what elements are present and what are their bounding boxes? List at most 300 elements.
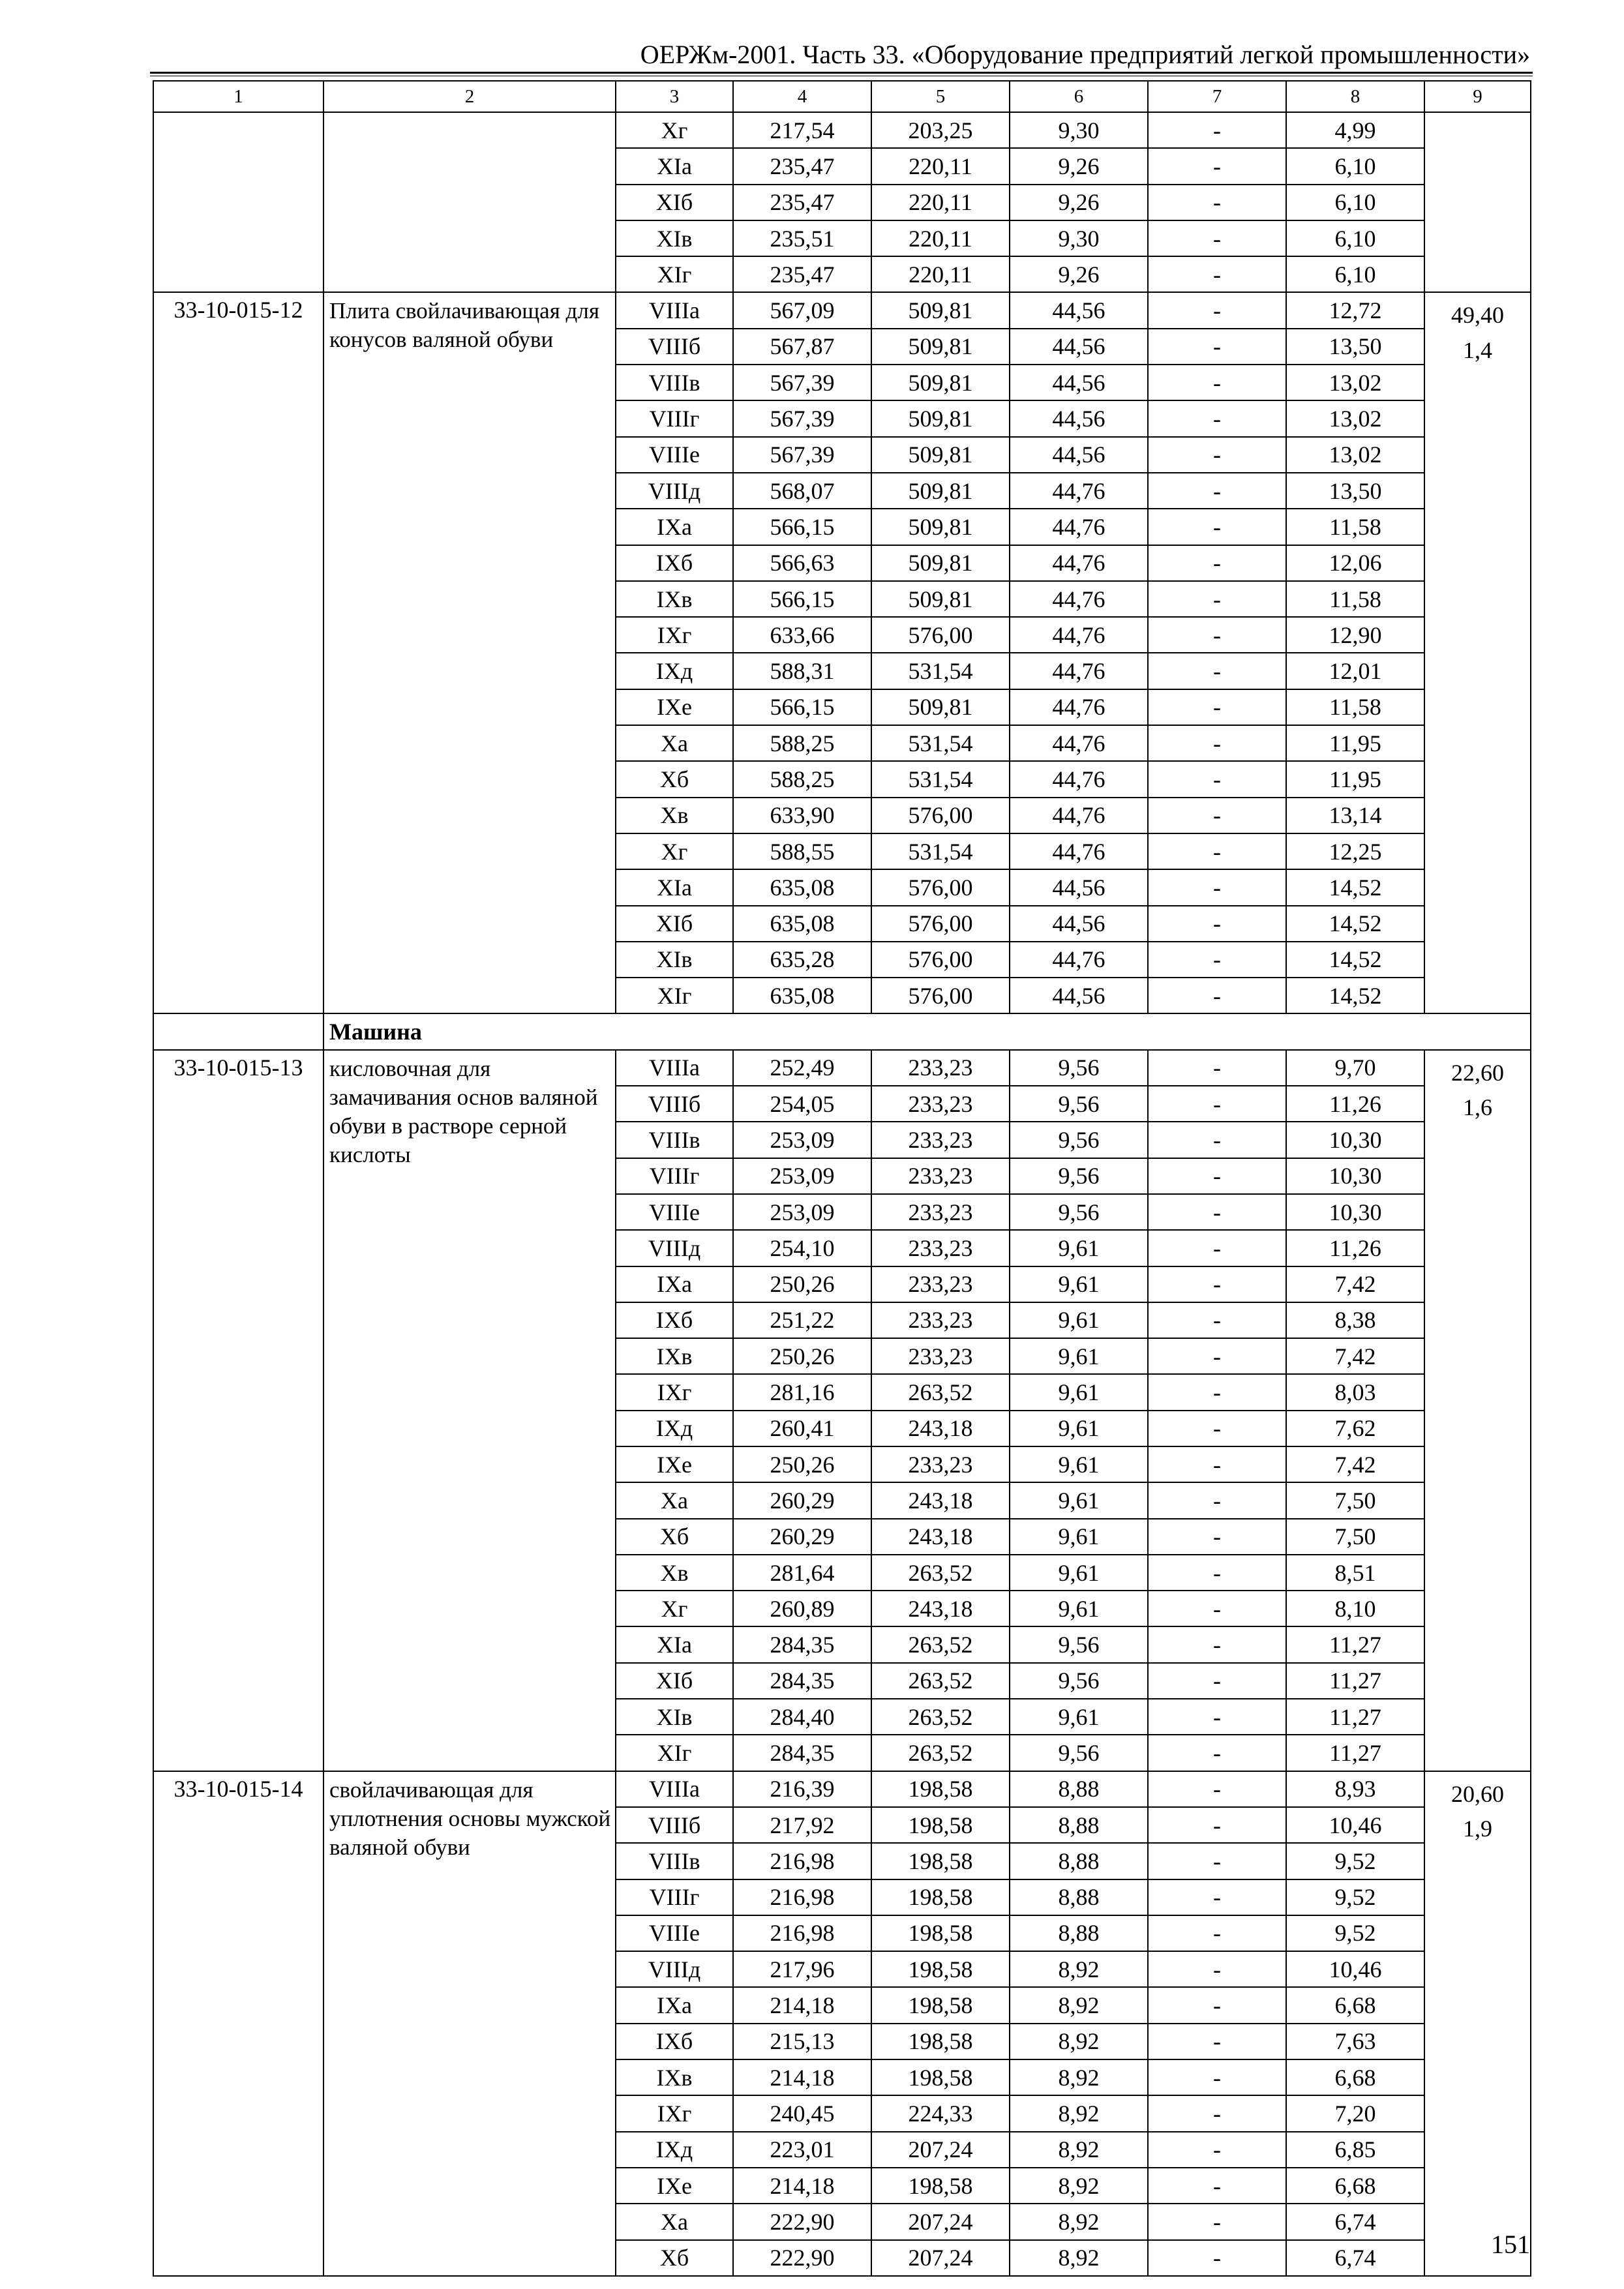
item-1-c3: IXб xyxy=(616,1302,733,1338)
item-1-c5: 233,23 xyxy=(871,1158,1010,1194)
column-number: 1 xyxy=(153,81,323,112)
item-2-c7: - xyxy=(1148,2095,1286,2131)
item-1-c4: 260,29 xyxy=(733,1519,871,1555)
item-1-c5: 243,18 xyxy=(871,1591,1010,1626)
cont-c5: 220,11 xyxy=(871,256,1010,292)
cont-c8: 6,10 xyxy=(1286,220,1424,256)
item-2-c8: 6,74 xyxy=(1286,2240,1424,2276)
item-2-c7: - xyxy=(1148,2204,1286,2239)
item-0-c5: 576,00 xyxy=(871,942,1010,978)
cont-c4: 217,54 xyxy=(733,112,871,148)
column-number: 9 xyxy=(1424,81,1531,112)
item-1-c8: 8,38 xyxy=(1286,1302,1424,1338)
item-2-c8: 7,20 xyxy=(1286,2095,1424,2131)
item-2-c8: 9,52 xyxy=(1286,1879,1424,1915)
item-0-c7: - xyxy=(1148,906,1286,942)
item-0-c8: 14,52 xyxy=(1286,942,1424,978)
item-2-c5: 198,58 xyxy=(871,1879,1010,1915)
item-1-c5: 263,52 xyxy=(871,1663,1010,1699)
cont-c6: 9,26 xyxy=(1010,256,1148,292)
item-1-c8: 10,30 xyxy=(1286,1194,1424,1230)
item-0-c4: 567,39 xyxy=(733,365,871,400)
item-1-c3: VIIIе xyxy=(616,1194,733,1230)
item-2-c4: 217,96 xyxy=(733,1951,871,1987)
item-0-c8: 13,50 xyxy=(1286,473,1424,509)
item-2-c7: - xyxy=(1148,1771,1286,1807)
item-2-c4: 217,92 xyxy=(733,1807,871,1843)
item-0-c3: IXе xyxy=(616,689,733,725)
item-2-c8: 6,68 xyxy=(1286,2168,1424,2204)
column-number: 5 xyxy=(871,81,1010,112)
item-col9 xyxy=(1424,292,1531,1013)
item-0-c3: VIIIе xyxy=(616,437,733,473)
item-2-c7: - xyxy=(1148,1843,1286,1879)
item-0-c5: 576,00 xyxy=(871,869,1010,905)
cont-c3: XIа xyxy=(616,148,733,184)
item-1-c8: 7,42 xyxy=(1286,1446,1424,1482)
item-1-c5: 263,52 xyxy=(871,1555,1010,1591)
item-1-c7: - xyxy=(1148,1411,1286,1446)
col9-value: 20,60 xyxy=(1451,1780,1504,1807)
item-1-c5: 243,18 xyxy=(871,1519,1010,1555)
cont-c5: 203,25 xyxy=(871,112,1010,148)
item-0-c3: VIIIб xyxy=(616,329,733,365)
item-2-c5: 198,58 xyxy=(871,1807,1010,1843)
item-0-c7: - xyxy=(1148,869,1286,905)
column-number: 4 xyxy=(733,81,871,112)
item-1-c8: 7,42 xyxy=(1286,1338,1424,1374)
item-0-c8: 12,06 xyxy=(1286,545,1424,581)
item-1-c6: 9,61 xyxy=(1010,1230,1148,1266)
item-2-c4: 222,90 xyxy=(733,2240,871,2276)
table-row xyxy=(153,1050,1531,1086)
item-1-c4: 253,09 xyxy=(733,1122,871,1158)
item-0-c3: VIIIд xyxy=(616,473,733,509)
item-1-c6: 9,56 xyxy=(1010,1735,1148,1771)
item-0-c7: - xyxy=(1148,545,1286,581)
column-number-row xyxy=(153,81,1531,112)
item-2-c7: - xyxy=(1148,2240,1286,2276)
item-0-c6: 44,76 xyxy=(1010,473,1148,509)
item-2-c4: 214,18 xyxy=(733,2168,871,2204)
item-1-c6: 9,61 xyxy=(1010,1519,1148,1555)
item-1-c8: 10,30 xyxy=(1286,1122,1424,1158)
item-2-c6: 8,88 xyxy=(1010,1843,1148,1879)
item-0-c3: IXв xyxy=(616,581,733,617)
item-2-c4: 216,98 xyxy=(733,1879,871,1915)
item-0-c6: 44,56 xyxy=(1010,869,1148,905)
item-2-c6: 8,88 xyxy=(1010,1915,1148,1951)
item-2-c4: 216,98 xyxy=(733,1915,871,1951)
item-2-c8: 6,85 xyxy=(1286,2132,1424,2168)
item-0-c4: 635,08 xyxy=(733,978,871,1013)
item-2-c7: - xyxy=(1148,1951,1286,1987)
section-blank xyxy=(153,1013,323,1049)
item-2-c8: 6,74 xyxy=(1286,2204,1424,2239)
item-2-c4: 240,45 xyxy=(733,2095,871,2131)
item-0-c8: 11,58 xyxy=(1286,689,1424,725)
item-2-c6: 8,92 xyxy=(1010,2024,1148,2059)
cont-c4: 235,47 xyxy=(733,185,871,220)
item-1-c4: 251,22 xyxy=(733,1302,871,1338)
item-0-c4: 588,55 xyxy=(733,833,871,869)
item-0-c3: Xа xyxy=(616,725,733,761)
item-1-c5: 233,23 xyxy=(871,1338,1010,1374)
item-0-c4: 566,15 xyxy=(733,689,871,725)
item-2-c6: 8,88 xyxy=(1010,1771,1148,1807)
item-1-c4: 284,35 xyxy=(733,1626,871,1662)
item-1-c8: 7,50 xyxy=(1286,1519,1424,1555)
item-1-c8: 9,70 xyxy=(1286,1050,1424,1086)
item-0-c5: 509,81 xyxy=(871,437,1010,473)
item-2-c3: VIIIг xyxy=(616,1879,733,1915)
item-1-c8: 11,26 xyxy=(1286,1086,1424,1122)
item-1-c7: - xyxy=(1148,1158,1286,1194)
cont-c6: 9,26 xyxy=(1010,185,1148,220)
item-0-c5: 509,81 xyxy=(871,509,1010,545)
item-2-c6: 8,92 xyxy=(1010,1987,1148,2023)
item-1-c7: - xyxy=(1148,1482,1286,1518)
item-2-c3: VIIIа xyxy=(616,1771,733,1807)
item-1-c4: 281,16 xyxy=(733,1374,871,1410)
header-rule xyxy=(150,72,1533,76)
item-2-c6: 8,92 xyxy=(1010,2059,1148,2095)
item-0-c3: VIIIа xyxy=(616,292,733,328)
cont-c8: 4,99 xyxy=(1286,112,1424,148)
item-1-c7: - xyxy=(1148,1555,1286,1591)
item-2-c5: 207,24 xyxy=(871,2132,1010,2168)
item-0-c7: - xyxy=(1148,509,1286,545)
item-1-c6: 9,56 xyxy=(1010,1663,1148,1699)
item-1-c4: 284,35 xyxy=(733,1663,871,1699)
cont-c5: 220,11 xyxy=(871,185,1010,220)
item-0-c3: IXд xyxy=(616,653,733,689)
item-0-c3: IXб xyxy=(616,545,733,581)
cont-c8: 6,10 xyxy=(1286,256,1424,292)
item-1-c3: IXг xyxy=(616,1374,733,1410)
cont-c7: - xyxy=(1148,256,1286,292)
item-0-c5: 576,00 xyxy=(871,798,1010,833)
item-1-c4: 260,29 xyxy=(733,1482,871,1518)
item-0-c8: 13,02 xyxy=(1286,437,1424,473)
item-2-c7: - xyxy=(1148,2024,1286,2059)
item-0-c5: 509,81 xyxy=(871,581,1010,617)
item-1-c8: 8,10 xyxy=(1286,1591,1424,1626)
item-2-c8: 6,68 xyxy=(1286,2059,1424,2095)
item-1-c5: 263,52 xyxy=(871,1374,1010,1410)
item-2-c7: - xyxy=(1148,1915,1286,1951)
cont-c4: 235,51 xyxy=(733,220,871,256)
item-0-c7: - xyxy=(1148,942,1286,978)
col9-value: 49,40 xyxy=(1451,302,1504,329)
item-0-c6: 44,56 xyxy=(1010,365,1148,400)
item-0-c4: 567,87 xyxy=(733,329,871,365)
item-0-c4: 633,90 xyxy=(733,798,871,833)
item-2-c7: - xyxy=(1148,1807,1286,1843)
item-1-c5: 233,23 xyxy=(871,1230,1010,1266)
item-0-c6: 44,56 xyxy=(1010,906,1148,942)
item-1-c6: 9,56 xyxy=(1010,1626,1148,1662)
item-1-c7: - xyxy=(1148,1086,1286,1122)
item-2-c3: VIIIб xyxy=(616,1807,733,1843)
item-1-c4: 284,35 xyxy=(733,1735,871,1771)
item-0-c5: 531,54 xyxy=(871,761,1010,797)
item-2-c8: 10,46 xyxy=(1286,1807,1424,1843)
item-1-c7: - xyxy=(1148,1230,1286,1266)
item-0-c5: 576,00 xyxy=(871,617,1010,653)
item-0-c6: 44,76 xyxy=(1010,509,1148,545)
item-0-c7: - xyxy=(1148,833,1286,869)
item-2-c4: 216,39 xyxy=(733,1771,871,1807)
item-0-c5: 531,54 xyxy=(871,725,1010,761)
item-0-c4: 567,09 xyxy=(733,292,871,328)
item-2-c5: 198,58 xyxy=(871,2059,1010,2095)
item-1-c7: - xyxy=(1148,1266,1286,1302)
item-1-c4: 254,05 xyxy=(733,1086,871,1122)
item-0-c7: - xyxy=(1148,761,1286,797)
item-2-c7: - xyxy=(1148,1987,1286,2023)
item-1-c6: 9,61 xyxy=(1010,1266,1148,1302)
item-name: кисловочная для замачивания основ валяной обуви в растворе серной кислоты xyxy=(323,1050,616,1771)
cont-c8: 6,10 xyxy=(1286,148,1424,184)
col9-cell xyxy=(1424,112,1531,292)
cont-c7: - xyxy=(1148,148,1286,184)
item-2-c6: 8,92 xyxy=(1010,2095,1148,2131)
item-2-c8: 10,46 xyxy=(1286,1951,1424,1987)
col9-value: 1,4 xyxy=(1463,337,1492,363)
col9-value: 1,6 xyxy=(1463,1094,1492,1121)
item-1-c8: 10,30 xyxy=(1286,1158,1424,1194)
item-1-c3: IXв xyxy=(616,1338,733,1374)
item-0-c7: - xyxy=(1148,473,1286,509)
item-0-c7: - xyxy=(1148,798,1286,833)
item-1-c7: - xyxy=(1148,1050,1286,1086)
item-0-c5: 576,00 xyxy=(871,978,1010,1013)
item-2-c3: IXв xyxy=(616,2059,733,2095)
item-1-c5: 263,52 xyxy=(871,1735,1010,1771)
item-1-c6: 9,61 xyxy=(1010,1338,1148,1374)
item-1-c3: VIIIб xyxy=(616,1086,733,1122)
item-0-c4: 567,39 xyxy=(733,400,871,436)
item-1-c7: - xyxy=(1148,1446,1286,1482)
item-1-c4: 250,26 xyxy=(733,1446,871,1482)
item-col9 xyxy=(1424,1050,1531,1771)
item-2-c4: 214,18 xyxy=(733,1987,871,2023)
item-1-c6: 9,61 xyxy=(1010,1699,1148,1735)
col9-value: 1,9 xyxy=(1463,1815,1492,1842)
item-1-c3: Xг xyxy=(616,1591,733,1626)
item-0-c4: 635,08 xyxy=(733,906,871,942)
table-row xyxy=(153,112,1531,148)
item-1-c3: XIа xyxy=(616,1626,733,1662)
item-1-c5: 233,23 xyxy=(871,1266,1010,1302)
item-1-c7: - xyxy=(1148,1338,1286,1374)
item-0-c7: - xyxy=(1148,437,1286,473)
item-1-c5: 233,23 xyxy=(871,1086,1010,1122)
item-1-c5: 263,52 xyxy=(871,1699,1010,1735)
item-2-c6: 8,92 xyxy=(1010,2132,1148,2168)
cont-c6: 9,26 xyxy=(1010,148,1148,184)
item-0-c3: IXг xyxy=(616,617,733,653)
item-0-c4: 588,25 xyxy=(733,761,871,797)
item-col9 xyxy=(1424,1771,1531,2276)
item-1-c5: 233,23 xyxy=(871,1302,1010,1338)
item-0-c6: 44,76 xyxy=(1010,653,1148,689)
item-0-c3: XIв xyxy=(616,942,733,978)
item-0-c3: VIIIв xyxy=(616,365,733,400)
item-2-c8: 8,93 xyxy=(1286,1771,1424,1807)
page-header: ОЕРЖм-2001. Часть 33. «Оборудование предприятий легкой промышленности» xyxy=(640,40,1530,69)
item-1-c6: 9,61 xyxy=(1010,1591,1148,1626)
item-1-c6: 9,61 xyxy=(1010,1411,1148,1446)
rates-table xyxy=(153,80,1531,2277)
item-2-c6: 8,92 xyxy=(1010,1951,1148,1987)
item-1-c3: VIIIд xyxy=(616,1230,733,1266)
item-0-c6: 44,76 xyxy=(1010,617,1148,653)
item-2-c5: 198,58 xyxy=(871,1987,1010,2023)
item-0-c5: 509,81 xyxy=(871,400,1010,436)
cont-c7: - xyxy=(1148,220,1286,256)
item-0-c6: 44,56 xyxy=(1010,978,1148,1013)
item-1-c6: 9,61 xyxy=(1010,1482,1148,1518)
cont-c3: XIв xyxy=(616,220,733,256)
item-1-c6: 9,56 xyxy=(1010,1158,1148,1194)
item-0-c7: - xyxy=(1148,725,1286,761)
col9-value: 22,60 xyxy=(1451,1059,1504,1086)
item-0-c7: - xyxy=(1148,653,1286,689)
item-1-c7: - xyxy=(1148,1735,1286,1771)
table-row xyxy=(153,292,1531,328)
item-1-c4: 284,40 xyxy=(733,1699,871,1735)
item-0-c5: 509,81 xyxy=(871,689,1010,725)
cont-c6: 9,30 xyxy=(1010,220,1148,256)
item-2-c5: 198,58 xyxy=(871,1843,1010,1879)
item-name: Плита свойлачивающая для конусов валяной обуви xyxy=(323,292,616,1013)
item-0-c8: 11,95 xyxy=(1286,725,1424,761)
item-2-c3: VIIIв xyxy=(616,1843,733,1879)
item-1-c5: 243,18 xyxy=(871,1482,1010,1518)
item-1-c3: VIIIа xyxy=(616,1050,733,1086)
item-1-c5: 263,52 xyxy=(871,1626,1010,1662)
item-1-c3: VIIIг xyxy=(616,1158,733,1194)
item-0-c8: 13,50 xyxy=(1286,329,1424,365)
item-2-c3: IXб xyxy=(616,2024,733,2059)
item-1-c3: XIб xyxy=(616,1663,733,1699)
item-0-c8: 14,52 xyxy=(1286,906,1424,942)
item-2-c7: - xyxy=(1148,2132,1286,2168)
item-name: свойлачивающая для уплотнения основы мужской валяной обуви xyxy=(323,1771,616,2276)
item-0-c4: 588,25 xyxy=(733,725,871,761)
item-0-c8: 13,02 xyxy=(1286,365,1424,400)
item-2-c3: IXг xyxy=(616,2095,733,2131)
table-row xyxy=(153,1771,1531,1807)
item-1-c8: 7,62 xyxy=(1286,1411,1424,1446)
item-2-c8: 9,52 xyxy=(1286,1915,1424,1951)
item-1-c5: 243,18 xyxy=(871,1411,1010,1446)
item-0-c5: 509,81 xyxy=(871,473,1010,509)
item-0-c7: - xyxy=(1148,617,1286,653)
item-1-c6: 9,56 xyxy=(1010,1122,1148,1158)
item-0-c7: - xyxy=(1148,292,1286,328)
item-1-c5: 233,23 xyxy=(871,1050,1010,1086)
item-2-c4: 216,98 xyxy=(733,1843,871,1879)
item-0-c4: 566,15 xyxy=(733,581,871,617)
item-2-c6: 8,88 xyxy=(1010,1879,1148,1915)
item-0-c8: 12,25 xyxy=(1286,833,1424,869)
item-code: 33-10-015-13 xyxy=(153,1050,323,1771)
item-0-c6: 44,56 xyxy=(1010,292,1148,328)
item-2-c7: - xyxy=(1148,1879,1286,1915)
item-0-c8: 11,58 xyxy=(1286,581,1424,617)
item-0-c6: 44,76 xyxy=(1010,545,1148,581)
item-0-c4: 566,15 xyxy=(733,509,871,545)
item-2-c5: 198,58 xyxy=(871,2168,1010,2204)
item-2-c6: 8,92 xyxy=(1010,2204,1148,2239)
item-0-c8: 12,01 xyxy=(1286,653,1424,689)
item-0-c8: 13,02 xyxy=(1286,400,1424,436)
item-0-c3: XIа xyxy=(616,869,733,905)
cont-c7: - xyxy=(1148,112,1286,148)
item-0-c6: 44,56 xyxy=(1010,437,1148,473)
item-2-c5: 198,58 xyxy=(871,1771,1010,1807)
item-2-c5: 198,58 xyxy=(871,1915,1010,1951)
item-1-c8: 11,27 xyxy=(1286,1626,1424,1662)
item-1-c3: IXе xyxy=(616,1446,733,1482)
item-0-c6: 44,76 xyxy=(1010,581,1148,617)
item-2-c3: VIIIд xyxy=(616,1951,733,1987)
item-1-c8: 7,42 xyxy=(1286,1266,1424,1302)
item-2-c4: 222,90 xyxy=(733,2204,871,2239)
column-number: 2 xyxy=(323,81,616,112)
cont-c5: 220,11 xyxy=(871,220,1010,256)
item-1-c8: 8,03 xyxy=(1286,1374,1424,1410)
item-0-c3: IXа xyxy=(616,509,733,545)
item-0-c4: 568,07 xyxy=(733,473,871,509)
item-0-c7: - xyxy=(1148,329,1286,365)
item-0-c5: 509,81 xyxy=(871,545,1010,581)
item-0-c8: 11,58 xyxy=(1286,509,1424,545)
item-2-c3: Xа xyxy=(616,2204,733,2239)
item-0-c5: 531,54 xyxy=(871,833,1010,869)
item-1-c7: - xyxy=(1148,1122,1286,1158)
cont-c3: XIг xyxy=(616,256,733,292)
cont-c8: 6,10 xyxy=(1286,185,1424,220)
item-0-c8: 14,52 xyxy=(1286,869,1424,905)
item-1-c4: 250,26 xyxy=(733,1266,871,1302)
item-1-c5: 233,23 xyxy=(871,1194,1010,1230)
item-1-c7: - xyxy=(1148,1663,1286,1699)
item-2-c8: 7,63 xyxy=(1286,2024,1424,2059)
item-1-c6: 9,56 xyxy=(1010,1086,1148,1122)
item-0-c6: 44,56 xyxy=(1010,329,1148,365)
item-1-c4: 253,09 xyxy=(733,1194,871,1230)
item-1-c6: 9,56 xyxy=(1010,1050,1148,1086)
item-0-c6: 44,76 xyxy=(1010,833,1148,869)
item-0-c4: 588,31 xyxy=(733,653,871,689)
item-0-c3: Xв xyxy=(616,798,733,833)
item-0-c4: 633,66 xyxy=(733,617,871,653)
item-1-c6: 9,61 xyxy=(1010,1446,1148,1482)
item-2-c6: 8,88 xyxy=(1010,1807,1148,1843)
item-0-c7: - xyxy=(1148,400,1286,436)
item-1-c8: 8,51 xyxy=(1286,1555,1424,1591)
item-1-c3: VIIIв xyxy=(616,1122,733,1158)
item-2-c3: IXд xyxy=(616,2132,733,2168)
item-0-c6: 44,76 xyxy=(1010,798,1148,833)
item-0-c7: - xyxy=(1148,581,1286,617)
item-2-c7: - xyxy=(1148,2168,1286,2204)
item-2-c6: 8,92 xyxy=(1010,2168,1148,2204)
